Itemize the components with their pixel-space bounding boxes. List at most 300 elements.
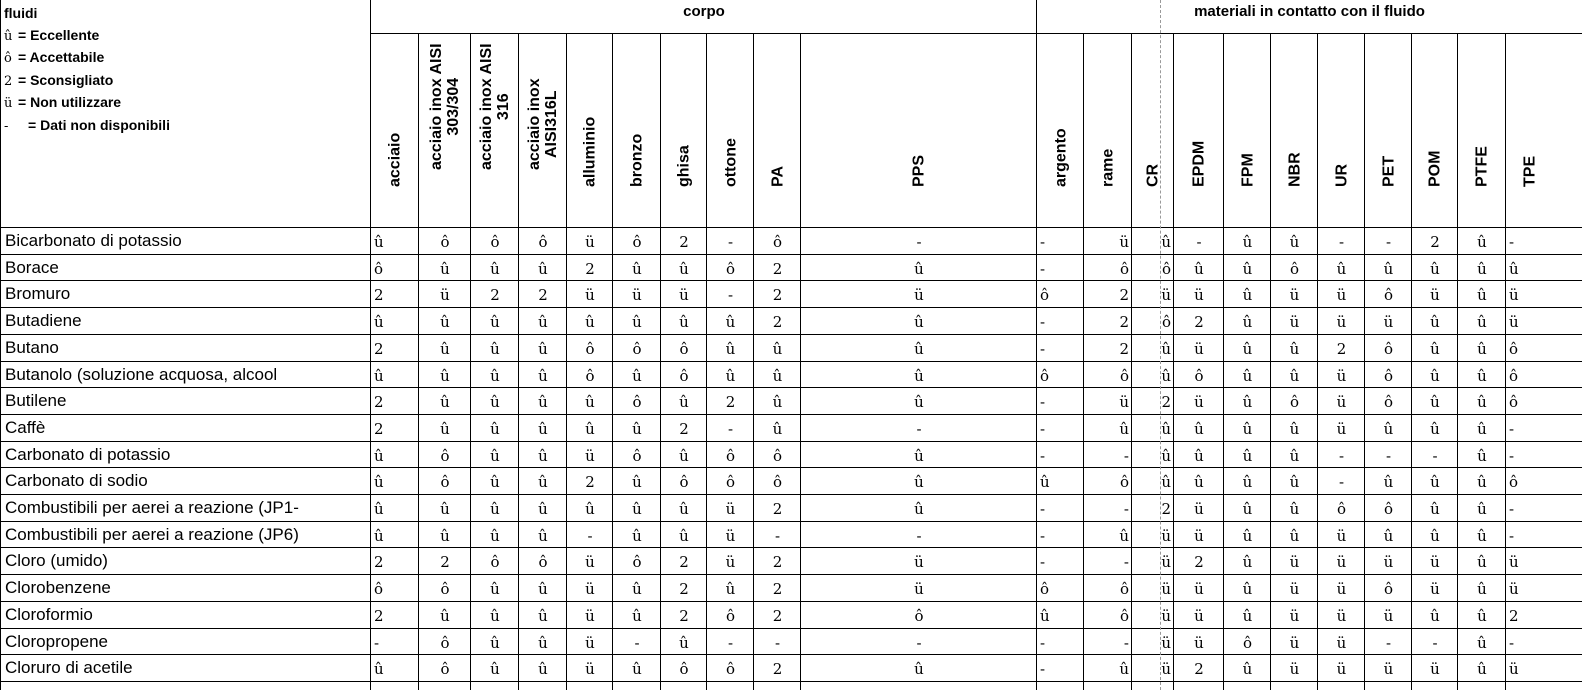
rating-cell: û	[374, 446, 384, 465]
rating-cell: -	[1385, 233, 1392, 251]
rating-cell: ô	[1119, 606, 1129, 625]
rating-cell: 2	[585, 473, 595, 492]
rating-cell: û	[490, 526, 500, 545]
rating-cell: -	[1338, 446, 1345, 465]
column-header	[1506, 34, 1553, 226]
rating-cell: ü	[725, 526, 736, 545]
rating-cell: û	[772, 339, 783, 358]
rating-cell: ü	[1289, 660, 1300, 679]
rating-cell: û	[1383, 473, 1394, 492]
rating-cell: ü	[1336, 633, 1347, 652]
rating-cell: ü	[1383, 553, 1394, 572]
rating-cell: û	[538, 393, 548, 412]
rating-cell: ô	[1336, 500, 1347, 518]
rating-cell: -	[587, 526, 593, 545]
rating-cell: -	[1040, 660, 1046, 679]
rating-cell: û	[1040, 606, 1050, 625]
rating-cell: 2	[772, 313, 783, 332]
rating-cell: û	[538, 259, 548, 278]
rating-cell: -	[634, 633, 640, 652]
rating-cell: û	[1242, 339, 1253, 358]
rating-cell: û	[914, 313, 924, 332]
rating-cell: û	[490, 339, 500, 358]
column-header	[1084, 34, 1132, 226]
rating-cell: û	[1430, 473, 1440, 492]
rating-cell: ü	[1194, 580, 1204, 599]
rating-cell: ô	[772, 446, 783, 465]
rating-cell: 2	[374, 339, 384, 358]
rating-cell: ü	[632, 286, 642, 305]
rating-cell: û	[679, 526, 689, 545]
grid-vline	[0, 0, 1, 690]
rating-cell: ü	[914, 580, 924, 599]
rating-cell: û	[1194, 259, 1204, 278]
rating-cell: -	[1040, 313, 1046, 332]
rating-cell: û	[679, 633, 689, 652]
rating-cell: 2	[772, 500, 783, 518]
rating-cell: ü	[1336, 313, 1347, 332]
rating-cell: û	[679, 393, 689, 412]
legend-equals: =	[18, 71, 31, 88]
rating-cell: û	[374, 660, 384, 679]
rating-cell: û	[1289, 526, 1300, 545]
legend-title: fluidi	[4, 5, 38, 21]
rating-cell: ô	[1383, 500, 1394, 518]
rating-cell: û	[1430, 606, 1440, 625]
rating-cell: ô	[440, 633, 450, 652]
rating-cell: ü	[1161, 606, 1171, 625]
rating-cell: û	[1477, 660, 1487, 679]
rating-cell: -	[727, 233, 734, 251]
column-header-label: TPE	[1521, 155, 1538, 187]
rating-cell: ü	[725, 500, 736, 518]
rating-cell: ü	[1194, 393, 1204, 412]
rating-cell: û	[725, 580, 736, 599]
legend-item	[4, 25, 170, 48]
rating-cell: ô	[679, 366, 689, 385]
rating-cell: -	[1338, 473, 1345, 492]
rating-cell: ô	[1383, 286, 1394, 305]
legend-label: Non utilizzare	[30, 94, 122, 110]
rating-cell: û	[538, 526, 548, 545]
rating-cell: û	[1289, 473, 1300, 492]
rating-cell: ô	[1383, 339, 1394, 358]
rating-cell: û	[1430, 259, 1440, 278]
rating-cell: û	[1119, 526, 1129, 545]
rating-cell: -	[1338, 233, 1345, 251]
rating-cell: û	[1477, 313, 1487, 332]
rating-cell: û	[632, 606, 642, 625]
rating-cell: 2	[1194, 660, 1204, 679]
legend-equals: =	[18, 49, 30, 65]
rating-cell: -	[916, 419, 922, 438]
rating-cell: û	[1161, 473, 1171, 492]
rating-cell: ô	[374, 259, 384, 278]
rating-cell: û	[1289, 446, 1300, 465]
rating-cell: ô	[440, 233, 450, 251]
rating-cell: û	[1161, 446, 1171, 465]
rating-cell: û	[490, 473, 500, 492]
rating-cell: û	[1194, 446, 1204, 465]
rating-cell: û	[538, 446, 548, 465]
rating-cell: û	[538, 313, 548, 332]
rating-cell: 2	[725, 393, 736, 412]
rating-cell: ô	[679, 339, 689, 358]
rating-cell: û	[538, 419, 548, 438]
rating-cell: û	[914, 660, 924, 679]
rating-cell: û	[1430, 366, 1440, 385]
rating-cell: ü	[1161, 660, 1171, 679]
rating-cell: 2	[1119, 313, 1129, 332]
rating-cell: û	[1242, 419, 1253, 438]
rating-cell: û	[1477, 233, 1487, 251]
column-header-label: PET	[1380, 155, 1397, 187]
column-header	[1037, 34, 1084, 226]
rating-cell: -	[1040, 419, 1046, 438]
rating-cell: û	[1430, 419, 1440, 438]
column-header	[1412, 34, 1458, 226]
rating-cell: ü	[585, 606, 595, 625]
rating-cell: ô	[490, 233, 500, 251]
column-header	[471, 34, 519, 226]
rating-cell: 2	[679, 553, 689, 572]
column-header	[754, 34, 801, 226]
rating-cell: û	[1289, 366, 1300, 385]
column-header-label: acciaio inox AISI 316	[478, 43, 512, 170]
rating-cell: ô	[538, 553, 548, 572]
rating-cell: -	[1123, 446, 1129, 465]
rating-cell: û	[1430, 526, 1440, 545]
rating-cell: û	[374, 500, 384, 518]
rating-cell: -	[916, 526, 922, 545]
fluid-name: Carbonato di sodio	[5, 471, 148, 491]
rating-cell: û	[1161, 419, 1171, 438]
rating-cell: û	[1242, 259, 1253, 278]
rating-cell: ü	[1383, 606, 1394, 625]
rating-cell: ô	[725, 446, 736, 465]
rating-cell: ô	[725, 473, 736, 492]
rating-cell: û	[1477, 473, 1487, 492]
rating-cell: ô	[1161, 313, 1171, 332]
rating-cell: û	[1242, 233, 1253, 251]
rating-cell: û	[1194, 419, 1204, 438]
column-header	[519, 34, 567, 226]
legend-symbol: ô	[4, 51, 12, 66]
rating-cell: û	[1242, 313, 1253, 332]
rating-cell: ô	[632, 446, 642, 465]
rating-cell: ü	[585, 580, 595, 599]
rating-cell: ü	[1336, 286, 1347, 305]
rating-cell: ô	[914, 606, 924, 625]
rating-cell: û	[538, 633, 548, 652]
column-header-label: acciaio	[386, 132, 404, 187]
rating-cell: û	[490, 259, 500, 278]
rating-cell: û	[632, 313, 642, 332]
rating-cell: û	[1242, 446, 1253, 465]
rating-cell: ô	[772, 233, 783, 251]
rating-cell: û	[1289, 500, 1300, 518]
rating-cell: û	[632, 526, 642, 545]
column-header	[1458, 34, 1506, 226]
rating-cell: ô	[772, 473, 783, 492]
column-header	[1132, 34, 1174, 226]
rating-cell: ô	[440, 446, 450, 465]
rating-cell: ô	[440, 473, 450, 492]
column-header-label: argento	[1052, 128, 1069, 187]
rating-cell: ü	[585, 553, 595, 572]
rating-cell: ü	[1430, 286, 1440, 305]
rating-cell: û	[585, 500, 595, 518]
fluid-name: Butanolo (soluzione acquosa, alcool	[5, 364, 278, 384]
fluid-name: Cloruro di acetile	[5, 658, 133, 678]
rating-cell: ô	[490, 553, 500, 572]
legend-equals: =	[18, 94, 31, 110]
rating-cell: -	[1040, 526, 1046, 545]
rating-cell: û	[1509, 259, 1519, 278]
rating-cell: ü	[1430, 553, 1440, 572]
rating-cell: û	[1477, 606, 1487, 625]
rating-cell: û	[914, 500, 924, 518]
rating-cell: û	[1336, 259, 1347, 278]
rating-cell: û	[1477, 393, 1487, 412]
rating-cell: û	[374, 233, 384, 251]
legend-label: Dati non disponibili	[40, 116, 170, 133]
rating-cell: -	[1040, 500, 1046, 518]
rating-cell: û	[1161, 366, 1171, 385]
rating-cell: ô	[725, 606, 736, 625]
rating-cell: -	[1123, 633, 1129, 652]
rating-cell: û	[1242, 366, 1253, 385]
rating-cell: û	[1477, 286, 1487, 305]
rating-cell: û	[632, 366, 642, 385]
rating-cell: 2	[1119, 286, 1129, 305]
rating-cell: û	[1242, 286, 1253, 305]
rating-cell: û	[914, 339, 924, 358]
rating-cell: ü	[914, 553, 924, 572]
rating-cell: ô	[1119, 580, 1129, 599]
rating-cell: 2	[490, 286, 500, 305]
column-header-label: NBR	[1286, 152, 1303, 187]
column-header-label: UR	[1333, 163, 1350, 187]
rating-cell: û	[772, 419, 783, 438]
rating-cell: ô	[1383, 393, 1394, 412]
rating-cell: -	[1040, 233, 1046, 251]
rating-cell: 2	[585, 259, 595, 278]
column-header	[1174, 34, 1224, 226]
rating-cell: ü	[1289, 580, 1300, 599]
rating-cell: 2	[679, 233, 689, 251]
rating-cell: ô	[1040, 286, 1050, 305]
rating-cell: û	[538, 473, 548, 492]
rating-cell: -	[1509, 419, 1515, 438]
column-header	[801, 34, 1037, 226]
rating-cell: ü	[1194, 526, 1204, 545]
rating-cell: -	[916, 633, 922, 652]
rating-cell: -	[1385, 633, 1392, 652]
rating-cell: -	[1123, 500, 1129, 518]
rating-cell: û	[585, 419, 595, 438]
rating-cell: û	[1242, 553, 1253, 572]
rating-cell: ü	[440, 286, 450, 305]
column-header-label: acciaio inox AISI316L	[526, 78, 560, 170]
rating-cell: û	[1289, 233, 1300, 251]
rating-cell: 2	[679, 606, 689, 625]
rating-cell: û	[585, 313, 595, 332]
rating-cell: ô	[538, 233, 548, 251]
rating-cell: û	[679, 313, 689, 332]
rating-cell: 2	[772, 606, 783, 625]
rating-cell: ô	[1040, 366, 1050, 385]
rating-cell: û	[1242, 580, 1253, 599]
rating-cell: û	[1477, 419, 1487, 438]
rating-cell: ü	[585, 633, 595, 652]
rating-cell: û	[1242, 660, 1253, 679]
rating-cell: û	[1242, 500, 1253, 518]
fluid-name: Combustibili per aerei a reazione (JP1-	[5, 498, 299, 517]
rating-cell: 2	[374, 553, 384, 572]
rating-cell: ô	[1509, 393, 1519, 412]
rating-cell: ô	[632, 393, 642, 412]
rating-cell: ü	[1336, 419, 1347, 438]
rating-cell: ü	[1430, 580, 1440, 599]
legend-symbol: 2	[4, 73, 13, 89]
rating-cell: 2	[1430, 233, 1440, 251]
rating-cell: ü	[1194, 286, 1204, 305]
rating-cell: û	[1161, 233, 1171, 251]
rating-cell: ô	[632, 233, 642, 251]
rating-cell: û	[490, 633, 500, 652]
rating-cell: -	[1432, 446, 1438, 465]
column-header-label: PTFE	[1473, 146, 1491, 187]
rating-cell: ü	[1289, 313, 1300, 332]
rating-cell: -	[1040, 259, 1046, 278]
rating-cell: 2	[440, 553, 450, 572]
rating-cell: ô	[725, 259, 736, 278]
rating-cell: ô	[1119, 473, 1129, 492]
column-header	[707, 34, 754, 226]
rating-cell: -	[1385, 446, 1392, 465]
rating-cell: 2	[1161, 393, 1171, 412]
rating-cell: ô	[440, 580, 450, 599]
rating-cell: û	[1242, 473, 1253, 492]
rating-cell: -	[774, 526, 781, 545]
rating-cell: û	[440, 419, 450, 438]
rating-cell: ü	[585, 446, 595, 465]
rating-cell: û	[538, 606, 548, 625]
rating-cell: 2	[772, 580, 783, 599]
rating-cell: û	[440, 366, 450, 385]
rating-cell: û	[1383, 526, 1394, 545]
rating-cell: û	[490, 580, 500, 599]
rating-cell: ü	[1161, 553, 1171, 572]
rating-cell: 2	[1194, 313, 1204, 332]
rating-cell: û	[1119, 660, 1129, 679]
rating-cell: ü	[1161, 286, 1171, 305]
rating-cell: ü	[1336, 606, 1347, 625]
rating-cell: û	[632, 500, 642, 518]
rating-cell: ü	[1194, 500, 1204, 518]
column-header	[1224, 34, 1271, 226]
rating-cell: ô	[1509, 366, 1519, 385]
column-header-label: rame	[1099, 148, 1117, 187]
rating-cell: ü	[585, 233, 595, 251]
rating-cell: û	[914, 473, 924, 492]
rating-cell: û	[490, 500, 500, 518]
rating-cell: 2	[679, 580, 689, 599]
rating-cell: ô	[585, 339, 595, 358]
legend-equals: =	[18, 26, 31, 43]
rating-cell: ü	[1336, 553, 1347, 572]
rating-cell: ô	[1119, 366, 1129, 385]
rating-cell: û	[490, 419, 500, 438]
rating-cell: û	[538, 339, 548, 358]
rating-cell: 2	[374, 606, 384, 625]
legend	[4, 3, 170, 137]
rating-cell: ô	[1509, 339, 1519, 358]
legend-label: Eccellente	[30, 26, 100, 43]
column-header-label: PA	[769, 165, 786, 187]
rating-cell: ü	[1509, 580, 1519, 599]
rating-cell: 2	[1336, 339, 1347, 358]
rating-cell: û	[632, 660, 642, 679]
rating-cell: û	[1161, 339, 1171, 358]
rating-cell: ü	[1289, 633, 1300, 652]
rating-cell: û	[1477, 259, 1487, 278]
rating-cell: ô	[585, 366, 595, 385]
column-header-label: bronzo	[628, 133, 646, 187]
column-header-label: ottone	[722, 138, 739, 187]
rating-cell: ü	[679, 286, 689, 305]
legend-symbol: -	[4, 118, 9, 134]
legend-symbol: ü	[4, 96, 13, 111]
rating-cell: û	[632, 419, 642, 438]
rating-cell: ô	[1383, 580, 1394, 599]
rating-cell: ô	[725, 660, 736, 679]
fluid-name: Combustibili per aerei a reazione (JP6)	[5, 524, 299, 544]
rating-cell: -	[1123, 553, 1129, 572]
rating-cell: û	[1477, 500, 1487, 518]
rating-cell: ô	[679, 473, 689, 492]
rating-cell: 2	[374, 393, 384, 412]
fluid-name: Bromuro	[5, 284, 71, 304]
rating-cell: ô	[1289, 393, 1300, 412]
rating-cell: 2	[374, 286, 384, 305]
rating-cell: û	[772, 393, 783, 412]
rating-cell: 2	[772, 286, 783, 305]
rating-cell: ô	[1161, 259, 1171, 278]
rating-cell: 2	[679, 419, 689, 438]
rating-cell: û	[490, 606, 500, 625]
rating-cell: û	[725, 366, 736, 385]
legend-label: Accettabile	[29, 49, 105, 65]
rating-cell: ü	[585, 660, 595, 679]
rating-cell: û	[632, 259, 642, 278]
fluid-name: Borace	[5, 257, 59, 277]
column-header-label: acciaio inox AISI 303/304	[428, 43, 462, 170]
rating-cell: û	[725, 339, 736, 358]
rating-cell: -	[1509, 446, 1515, 465]
rating-cell: ü	[914, 286, 924, 305]
rating-cell: ü	[1336, 660, 1347, 679]
rating-cell: ô	[1242, 633, 1253, 652]
rating-cell: ü	[585, 286, 595, 305]
rating-cell: û	[1242, 393, 1253, 412]
rating-cell: ü	[1383, 660, 1394, 679]
fluid-name: Caffè	[5, 417, 46, 437]
column-header	[613, 34, 661, 226]
rating-cell: û	[1119, 419, 1129, 438]
rating-cell: ü	[1289, 286, 1300, 305]
